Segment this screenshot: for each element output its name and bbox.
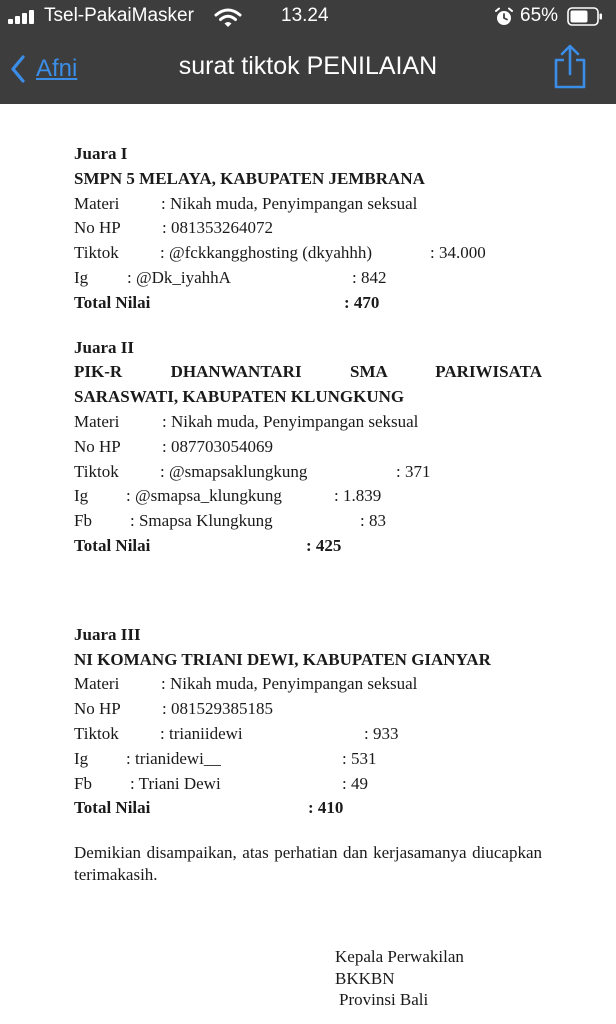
fb-value: : Smapsa Klungkung [130,511,273,531]
fb-score: : 83 [360,511,386,531]
winner-name: SMPN 5 MELAYA, KABUPATEN JEMBRANA [74,168,425,188]
fb-score: : 49 [342,773,368,793]
alarm-icon [494,7,514,27]
signal-icon [8,10,38,24]
tiktok-value: : trianiidewi [160,723,243,743]
materi-row [74,410,542,435]
ig-label: Ig [74,267,89,287]
phone-value: : 087703054069 [162,436,273,456]
tiktok-value: : @fckkangghosting (dkyahhh) [160,243,373,263]
share-icon[interactable] [552,44,588,90]
total-label: Total Nilai [74,798,151,818]
total-row [74,534,542,559]
rank-heading: Juara II [74,337,134,357]
fb-row [74,772,542,797]
page-title: surat tiktok PENILAIAN [178,52,438,80]
total-value: : 425 [306,535,342,555]
tiktok-label: Tiktok [74,461,119,481]
ig-row [74,747,542,772]
total-row [74,291,542,316]
total-value: : 410 [308,798,344,818]
materi-label: Materi [74,674,120,694]
materi-row [74,672,542,697]
rank-heading: Juara I [74,144,128,163]
total-label: Total Nilai [74,535,151,555]
battery-percent: 65% [520,5,559,26]
wifi-icon [214,7,242,29]
phone-row [74,697,542,722]
fb-label: Fb [74,773,92,793]
top-bar [0,0,616,104]
phone-label: No HP [74,699,121,719]
ig-score: : 1.839 [334,486,382,506]
carrier-name: Tsel-PakaiMasker [44,5,194,26]
phone-row [74,435,542,460]
signature-province: Provinsi Bali [339,990,429,1009]
back-button[interactable] [10,49,77,89]
winner-name: NI KOMANG TRIANI DEWI, KABUPATEN GIANYAR [74,649,491,669]
tiktok-label: Tiktok [74,243,119,263]
materi-value: : Nikah muda, Penyimpangan seksual [161,193,418,213]
signature-org: BKKBN [335,968,395,988]
tiktok-row [74,460,542,485]
ig-score: : 531 [342,748,377,768]
chevron-left-icon [10,55,26,83]
ig-value: : trianidewi__ [126,748,221,768]
tiktok-score: : 34.000 [430,243,486,263]
total-row [74,796,542,821]
battery-icon [567,7,603,26]
tiktok-value: : @smapsaklungkung [160,461,308,481]
tiktok-label: Tiktok [74,723,119,743]
closing-paragraph: Demikian disampaikan, atas perhatian dan kerjasamanya diucapkan terimakasih. [74,843,542,884]
materi-value: : Nikah muda, Penyimpangan seksual [161,674,418,694]
phone-label: No HP [74,218,121,238]
total-value: : 470 [344,292,380,312]
tiktok-score: : 933 [364,723,399,743]
signature-title: Kepala Perwakilan [335,947,464,966]
ig-value: : @Dk_iyahhA [127,267,231,287]
total-label: Total Nilai [74,292,151,312]
fb-value: : Triani Dewi [130,773,221,793]
status-bar [0,0,616,34]
rank-heading: Juara III [74,624,141,644]
fb-row [74,509,542,534]
status-time: 13.24 [281,5,329,26]
nav-bar [0,34,616,104]
phone-value: : 081529385185 [162,699,273,719]
tiktok-score: : 371 [396,461,431,481]
ig-row [74,266,542,291]
ig-label: Ig [74,486,89,506]
ig-value: : @smapsa_klungkung [126,486,282,506]
ig-score: : 842 [352,267,387,287]
fb-label: Fb [74,511,92,531]
materi-label: Materi [74,193,120,213]
tiktok-row [74,241,542,266]
tiktok-row [74,722,542,747]
materi-label: Materi [74,411,120,431]
materi-value: : Nikah muda, Penyimpangan seksual [162,411,419,431]
winner-name-line2: SARASWATI, KABUPATEN KLUNGKUNG [74,387,405,407]
ig-label: Ig [74,748,89,768]
winner-name-line1: PIK-R DHANWANTARI SMA PARIWISATA [74,362,542,382]
materi-row [74,192,542,217]
ig-row [74,484,542,509]
document [74,142,542,885]
phone-row [74,216,542,241]
back-label: Afni [36,55,78,82]
signature-block [335,946,464,1011]
phone-value: : 081353264072 [162,218,273,238]
phone-label: No HP [74,436,121,456]
